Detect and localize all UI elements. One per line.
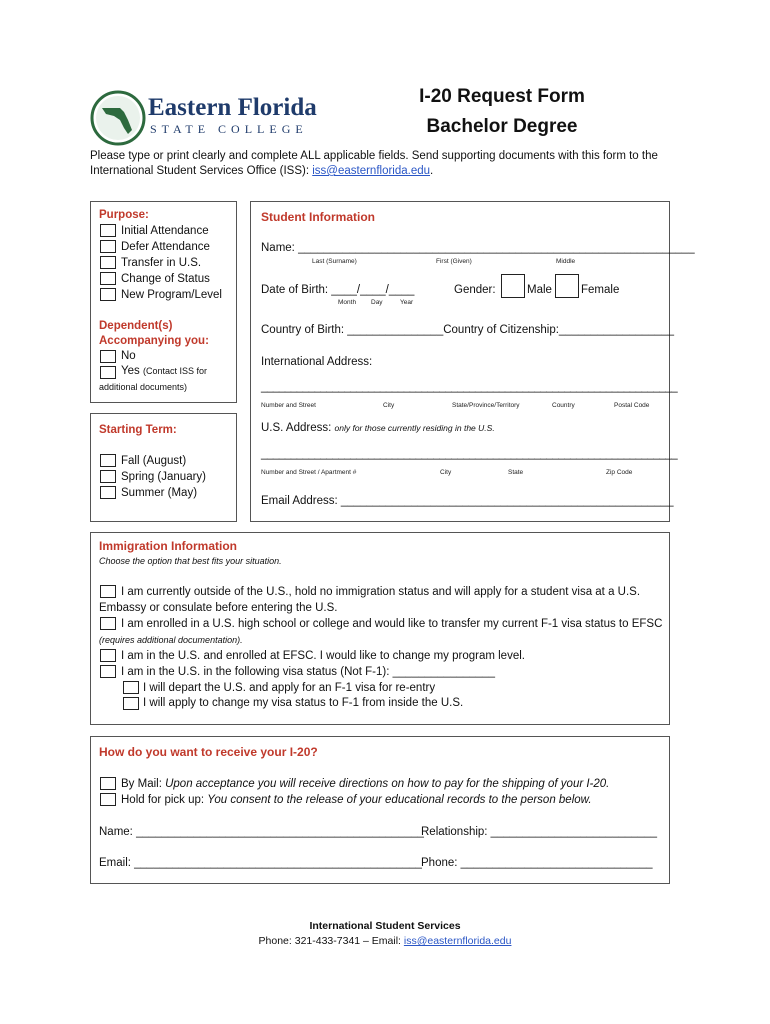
purpose-initial-checkbox[interactable] — [100, 224, 116, 237]
receive-mail-text: Upon acceptance you will receive directions on how to pay for the shipping of your I-20. — [165, 778, 610, 790]
pickup-phone-field[interactable]: Phone: ______________________________ — [421, 857, 653, 869]
pickup-relationship-field[interactable]: Relationship: __________________________ — [421, 826, 657, 838]
term-spring-label: Spring (January) — [121, 471, 207, 483]
term-fall-label: Fall (August) — [121, 455, 187, 467]
receive-mail-title: By Mail: — [121, 778, 166, 790]
dependents-yes-text: Yes — [121, 365, 140, 377]
term-spring-checkbox[interactable] — [100, 470, 116, 483]
purpose-transfer-label: Transfer in U.S. — [121, 257, 202, 269]
logo-name: Eastern Florida — [148, 94, 317, 121]
logo-subtitle: STATE COLLEGE — [150, 122, 308, 136]
imm-depart-checkbox[interactable] — [123, 681, 139, 694]
imm-outside-us-label-2: Embassy or consulate before entering the U.S. — [99, 602, 338, 614]
receive-pickup-title: Hold for pick up: — [121, 794, 208, 806]
intl-sub-state: State/Province/Territory — [452, 402, 520, 409]
us-sub-state: State — [508, 469, 524, 476]
term-summer-label: Summer (May) — [121, 487, 198, 499]
imm-transfer-label: I am enrolled in a U.S. high school or college and would like to transfer my current F-1 visa status to EFSC — [121, 618, 663, 630]
us-address-label-text: U.S. Address: — [261, 422, 332, 434]
dob-field[interactable]: Date of Birth: ____/____/____ — [261, 284, 415, 296]
dob-sub-month: Month — [338, 299, 357, 306]
receive-pickup-label — [121, 794, 592, 806]
country-field[interactable]: Country of Birth: _______________Country of Citizenship:__________________ — [261, 324, 675, 336]
imm-transfer-checkbox[interactable] — [100, 617, 116, 630]
receive-mail-checkbox[interactable] — [100, 777, 116, 790]
intro-email-link[interactable]: iss@easternflorida.edu — [312, 165, 431, 177]
footer-contact — [0, 935, 770, 947]
us-address-label — [261, 422, 495, 434]
purpose-initial-label: Initial Attendance — [121, 225, 209, 237]
imm-depart-label: I will depart the U.S. and apply for an F-1 visa for re-entry — [143, 682, 436, 694]
purpose-defer-checkbox[interactable] — [100, 240, 116, 253]
gender-label: Gender: — [454, 284, 496, 296]
purpose-heading: Purpose: — [99, 209, 149, 221]
intro-line-1: Please type or print clearly and complete ALL applicable fields. Send supporting documents with this form to the — [90, 150, 658, 162]
receive-mail-label — [121, 778, 609, 790]
dependents-yes-note: (Contact ISS for — [142, 366, 207, 376]
florida-seal-icon — [90, 90, 146, 146]
intro-line-2 — [90, 165, 433, 177]
intl-sub-postal: Postal Code — [614, 402, 650, 409]
us-sub-city: City — [440, 469, 452, 476]
imm-outside-us-label: I am currently outside of the U.S., hold no immigration status and will apply for a student visa at a U.S. — [121, 586, 641, 598]
imm-change-inside-checkbox[interactable] — [123, 697, 139, 710]
email-address-field[interactable]: Email Address: ____________________________________________________ — [261, 495, 674, 507]
footer-email-link[interactable]: iss@easternflorida.edu — [403, 935, 512, 947]
gender-male-label: Male — [527, 284, 552, 296]
gender-female-checkbox[interactable] — [555, 274, 579, 298]
purpose-change-status-label: Change of Status — [121, 273, 210, 285]
us-address-field[interactable]: ______________________________________________________________________ — [261, 448, 678, 460]
receive-heading: How do you want to receive your I-20? — [99, 745, 318, 759]
intro-text: International Student Services Office (ISS): — [90, 165, 313, 177]
starting-term-heading: Starting Term: — [99, 424, 177, 436]
gender-male-checkbox[interactable] — [501, 274, 525, 298]
purpose-defer-label: Defer Attendance — [121, 241, 210, 253]
imm-visa-status-checkbox[interactable] — [100, 665, 116, 678]
purpose-new-program-label: New Program/Level — [121, 289, 222, 301]
dependents-heading-2: Accompanying you: — [99, 335, 209, 347]
intl-address-field[interactable]: ______________________________________________________________________ — [261, 381, 678, 393]
intro-period: . — [430, 165, 434, 177]
name-sub-first: First (Given) — [436, 258, 472, 265]
college-logo — [90, 90, 320, 146]
receive-pickup-checkbox[interactable] — [100, 793, 116, 806]
name-sub-middle: Middle — [556, 258, 576, 265]
dependents-yes-checkbox[interactable] — [100, 366, 116, 379]
form-subtitle: Bachelor Degree — [426, 116, 578, 137]
imm-transfer-note: (requires additional documentation). — [99, 635, 243, 645]
immigration-heading: Immigration Information — [99, 539, 237, 553]
imm-change-program-checkbox[interactable] — [100, 649, 116, 662]
dependents-heading: Dependent(s) — [99, 320, 173, 332]
us-sub-zip: Zip Code — [606, 469, 633, 476]
purpose-transfer-checkbox[interactable] — [100, 256, 116, 269]
dependents-no-label: No — [121, 350, 136, 362]
intl-sub-city: City — [383, 402, 395, 409]
imm-change-inside-label: I will apply to change my visa status to F-1 from inside the U.S. — [143, 697, 464, 709]
immigration-subheading: Choose the option that best fits your situation. — [99, 556, 282, 566]
intl-address-label: International Address: — [261, 356, 373, 368]
pickup-name-field[interactable]: Name: _____________________________________________ — [99, 826, 424, 838]
name-sub-last: Last (Surname) — [312, 258, 357, 265]
term-fall-checkbox[interactable] — [100, 454, 116, 467]
pickup-email-field[interactable]: Email: _____________________________________________ — [99, 857, 422, 869]
intl-sub-country: Country — [552, 402, 575, 409]
purpose-new-program-checkbox[interactable] — [100, 288, 116, 301]
name-field[interactable]: Name: ______________________________________________________________ — [261, 242, 695, 254]
term-summer-checkbox[interactable] — [100, 486, 116, 499]
imm-visa-status-label: I am in the U.S. in the following visa status (Not F-1): ________________ — [121, 666, 495, 678]
dependents-no-checkbox[interactable] — [100, 350, 116, 363]
gender-female-label: Female — [581, 284, 620, 296]
intl-sub-street: Number and Street — [261, 402, 316, 409]
footer-phone: Phone: 321-433-7341 – Email: — [258, 935, 404, 947]
form-title: I-20 Request Form — [419, 86, 585, 107]
purpose-change-status-checkbox[interactable] — [100, 272, 116, 285]
us-sub-street: Number and Street / Apartment # — [261, 469, 357, 476]
imm-change-program-label: I am in the U.S. and enrolled at EFSC. I would like to change my program level. — [121, 650, 525, 662]
us-address-note: only for those currently residing in the U.S. — [334, 423, 495, 433]
dependents-yes-label — [121, 365, 207, 377]
receive-pickup-text: You consent to the release of your educational records to the person below. — [207, 794, 592, 806]
footer-office: International Student Services — [309, 920, 461, 932]
dob-sub-year: Year — [400, 299, 414, 306]
imm-outside-us-checkbox[interactable] — [100, 585, 116, 598]
student-info-heading: Student Information — [261, 210, 375, 224]
dependents-yes-note-2: additional documents) — [99, 382, 188, 392]
dob-sub-day: Day — [371, 299, 383, 306]
